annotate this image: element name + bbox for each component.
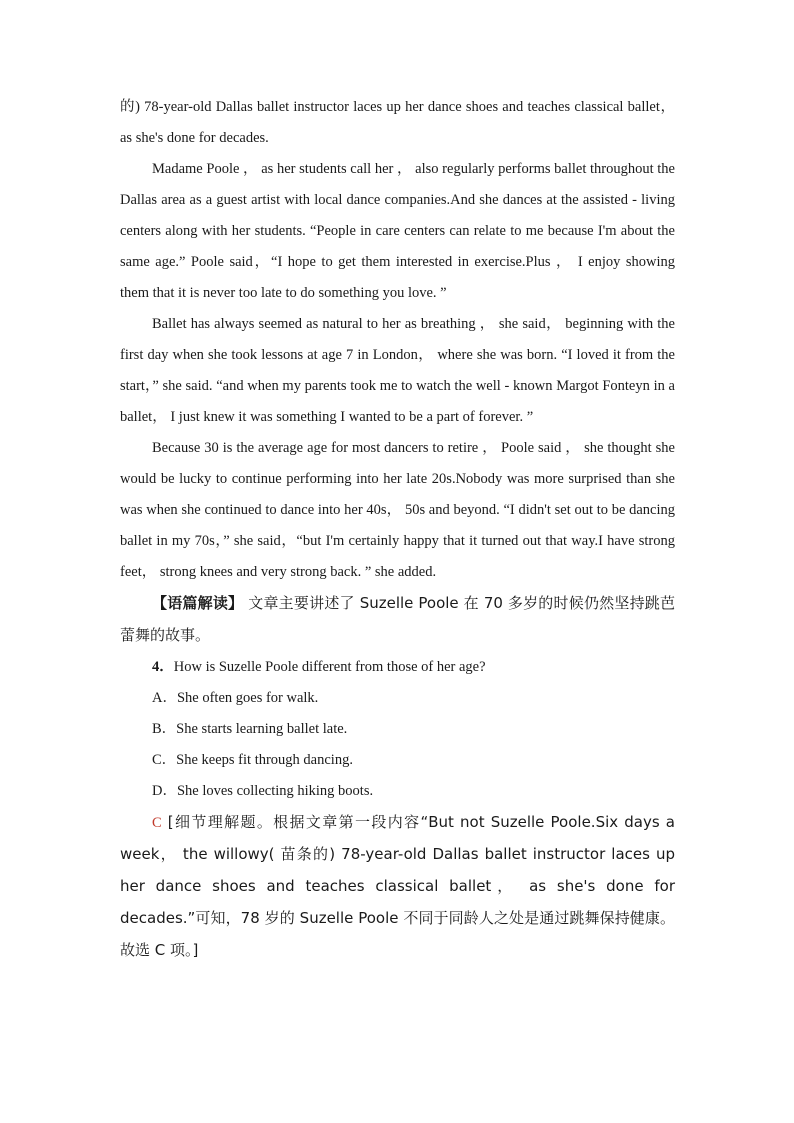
analysis-label: 【语篇解读】 — [152, 594, 244, 612]
passage-paragraph-1: Madame Poole ， as her students call her ， also regularly performs ballet throughout the Dallas area as a guest artist with local dance companies.And she dances at the assisted - living centers along with her students. “People in care centers can relate to me because I'm about the same age.” Poole said，“I hope to get them interested in exercise.Plus ， I enjoy showing them that it is never too late to do something you love. ” — [120, 161, 675, 301]
option-c: C．She keeps fit through dancing. — [152, 752, 353, 768]
document-content — [120, 92, 675, 967]
option-b: B．She starts learning ballet late. — [152, 721, 348, 737]
answer-text: [细节理解题。根据文章第一段内容“But not Suzelle Poole.Six days a week， the willowy( 苗条的) 78-year-old Dallas ballet instructor laces up her dance shoes and teaches classical ballet， as she's done for decades.”可知，78 岁的 Suzelle Poole 不同于同龄人之处是通过跳舞保持健康。故选 C 项。] — [120, 813, 675, 959]
question-number: 4． — [152, 659, 174, 675]
option-d: D．She loves collecting hiking boots. — [152, 783, 374, 799]
question-text: How is Suzelle Poole different from those of her age? — [173, 659, 486, 675]
passage-paragraph-2: Ballet has always seemed as natural to her as breathing ， she said， beginning with the first day when she took lessons at age 7 in London， where she was born. “I loved it from the start，” she said. “and when my parents took me to watch the well - known Margot Fonteyn in a ballet， I just knew it was something I wanted to be a part of forever. ” — [120, 316, 675, 425]
analysis-text: 文章主要讲述了 Suzelle Poole 在 70 多岁的时候仍然坚持跳芭蕾舞的故事。 — [120, 594, 675, 644]
option-a: A．She often goes for walk. — [152, 690, 319, 706]
question-stem — [120, 652, 675, 683]
reading-analysis — [120, 588, 675, 652]
answer-explanation — [120, 807, 675, 967]
passage-paragraph-3: Because 30 is the average age for most dancers to retire ， Poole said ， she thought she would be lucky to continue performing into her late 20s.Nobody was more surprised than she was when she continued to dance into her 40s， 50s and beyond. “I didn't set out to be dancing ballet in my 70s，” she said，“but I'm certainly happy that it turned out that way.I have strong feet， strong knees and very strong back. ” she added. — [120, 440, 675, 580]
passage-paragraph-0: 的) 78-year-old Dallas ballet instructor laces up her dance shoes and teaches classical ballet， as she's done for decades. — [120, 99, 675, 146]
answer-letter: C — [152, 815, 162, 831]
